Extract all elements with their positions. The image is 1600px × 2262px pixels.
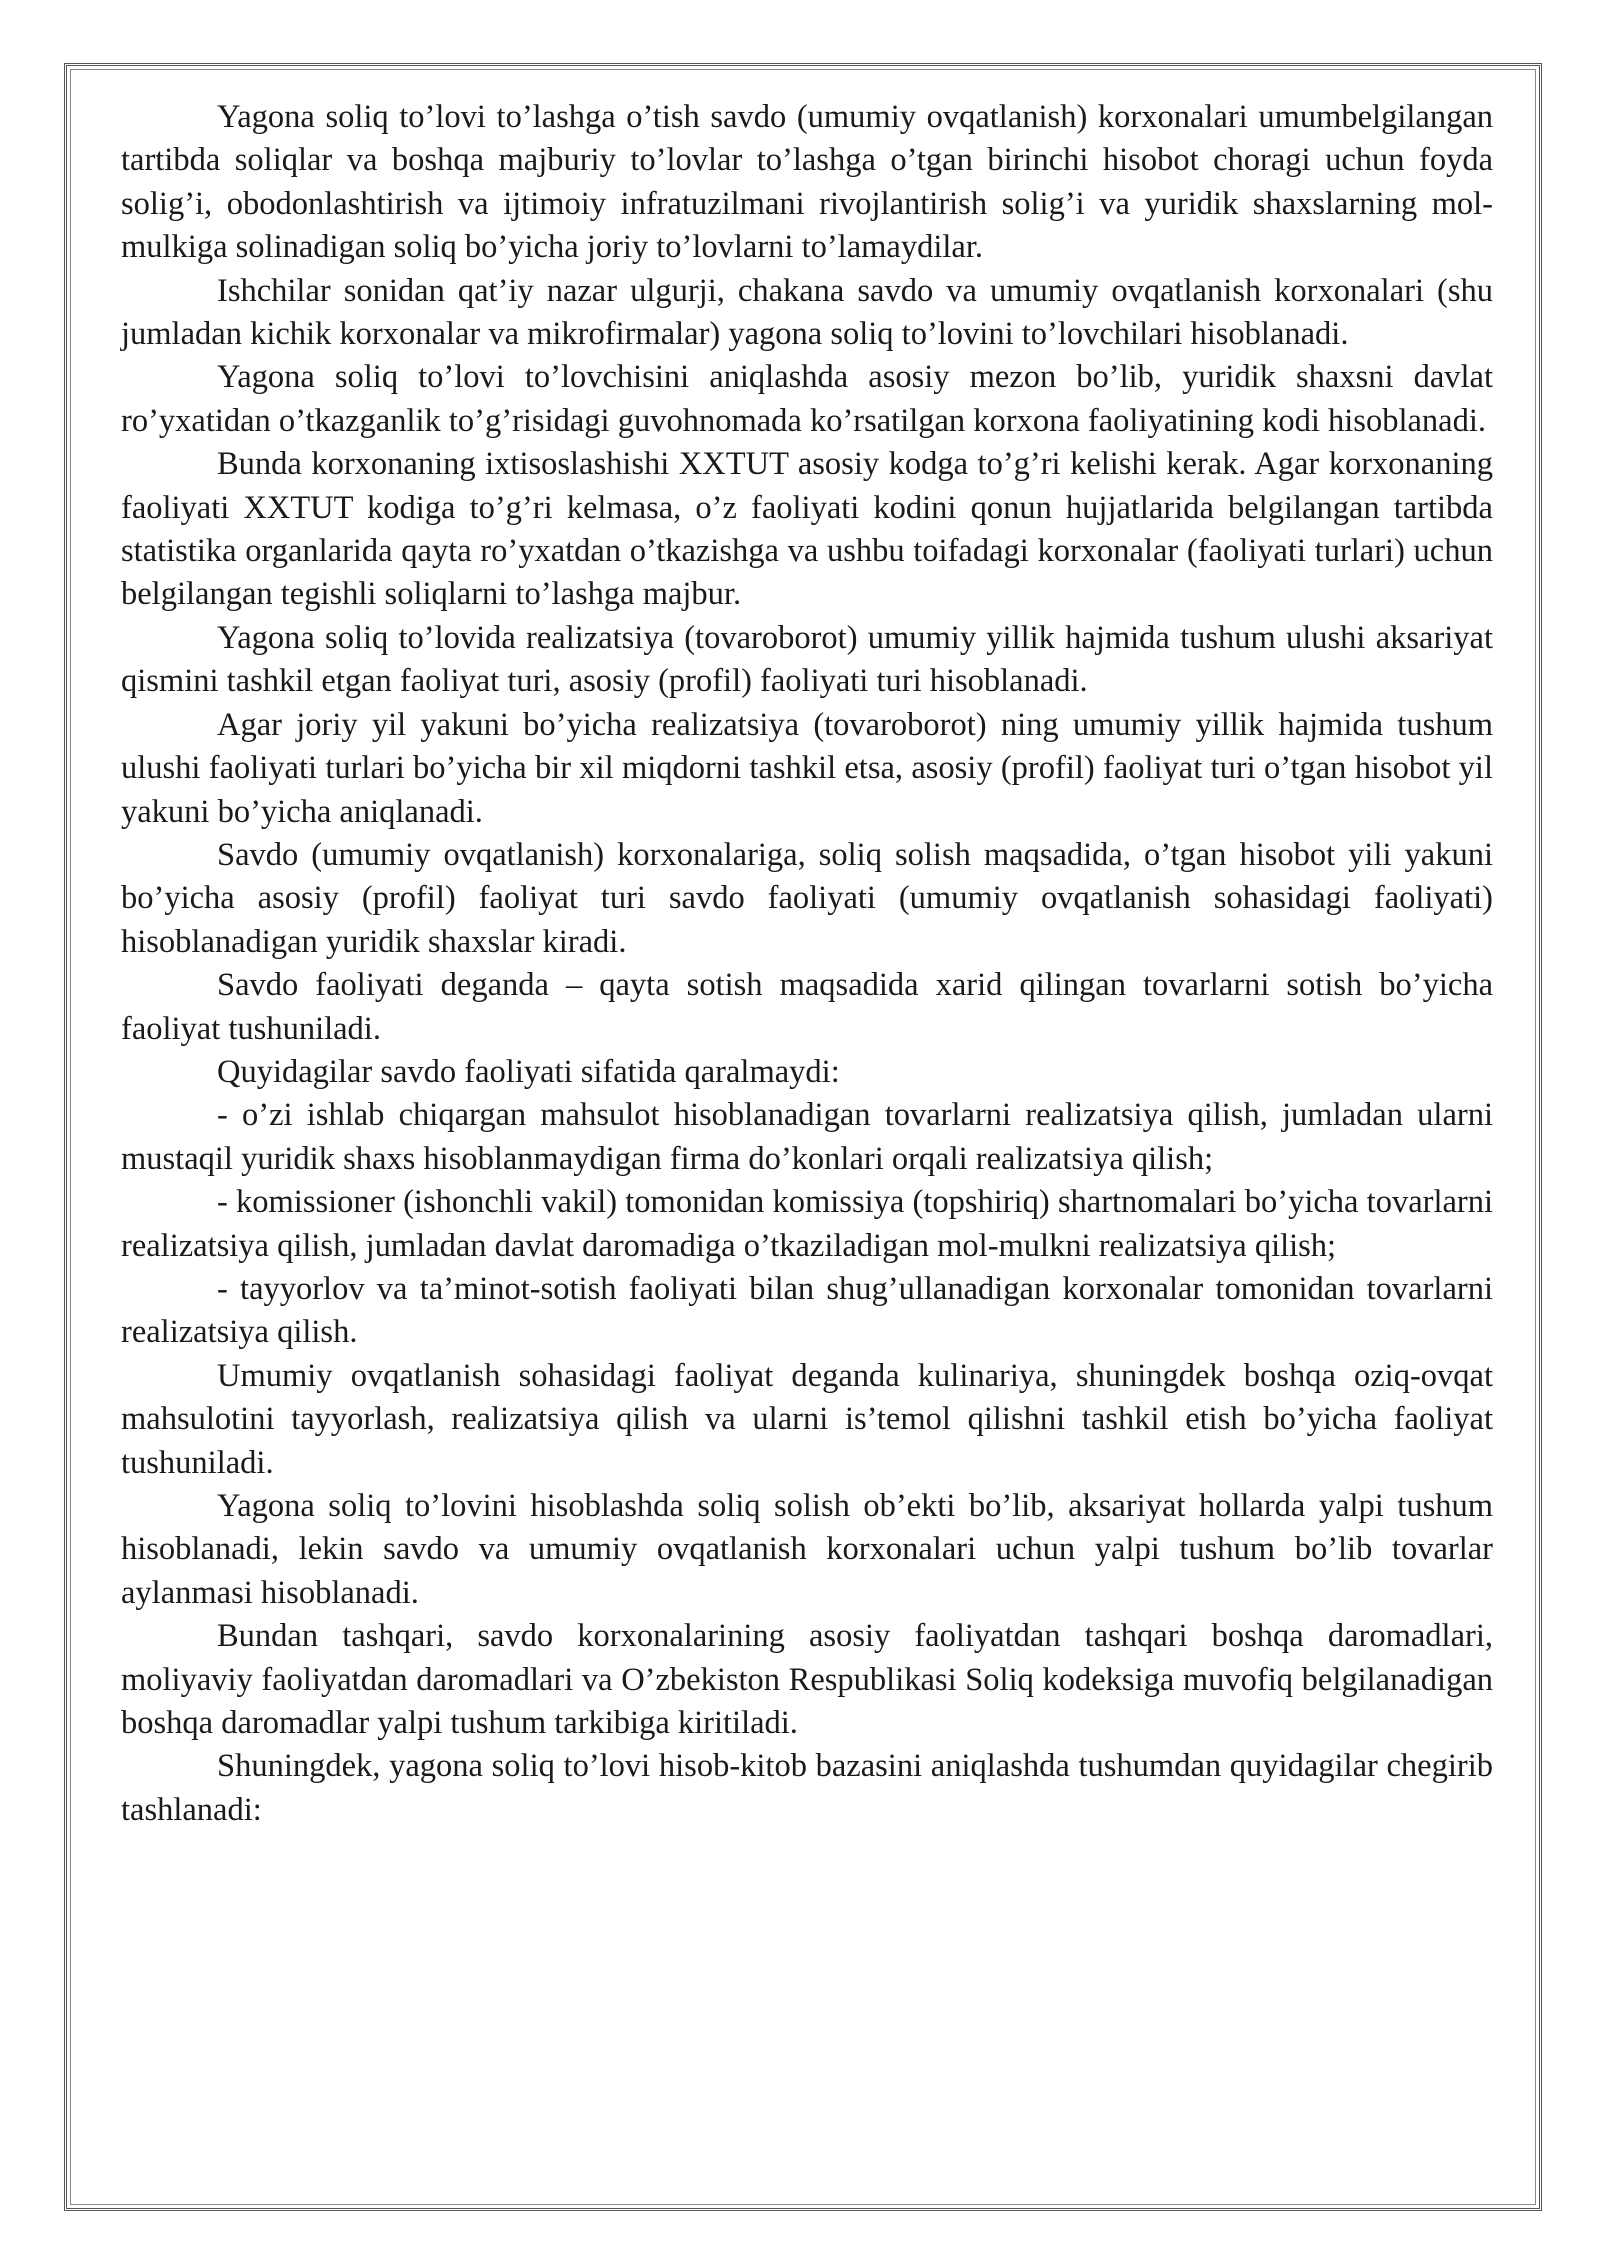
document-body bbox=[121, 96, 1493, 1832]
paragraph-4: Bunda korxonaning ixtisoslashishi XXTUT asosiy kodga to’g’ri kelishi kerak. Agar korxonaning faoliyati XXTUT kodiga to’g’ri kelmasa, o’z faoliyati kodini qonun hujjatlarida belgilangan tartibda statistika organlarida qayta ro’yxatdan o’tkazishga va ushbu toifadagi korxonalar (faoliyati turlari) uchun belgilangan tegishli soliqlarni to’lashga majbur. bbox=[121, 446, 1493, 613]
paragraph-12: Bundan tashqari, savdo korxonalarining asosiy faoliyatdan tashqari boshqa daromadlari, moliyaviy faoliyatdan daromadlari va O’zbekiston Respublikasi Soliq kodeksiga muvofiq belgilanadigan boshqa daromadlar yalpi tushum tarkibiga kiritiladi. bbox=[121, 1618, 1493, 1742]
paragraph-13: Shuningdek, yagona soliq to’lovi hisob-kitob bazasini aniqlashda tushumdan quyidagilar chegirib tashlanadi: bbox=[121, 1748, 1493, 1828]
paragraph-10: Umumiy ovqatlanish sohasidagi faoliyat deganda kulinariya, shuningdek boshqa oziq-ovqat mahsulotini tayyorlash, realizatsiya qilish va ularni is’temol qilishni tashkil etish bo’yicha faoliyat tushuniladi. bbox=[121, 1357, 1493, 1481]
paragraph-1: Yagona soliq to’lovi to’lashga o’tish savdo (umumiy ovqatlanish) korxonalari umumbelgilangan tartibda soliqlar va boshqa majburiy to’lovlar to’lashga o’tgan birinchi hisobot choragi uchun foyda solig’i, obodonlashtirish va ijtimoiy infratuzilmani rivojlantirish solig’i va yuridik shaxslarning mol-mulkiga solinadigan soliq bo’yicha joriy to’lovlarni to’lamaydilar. bbox=[121, 99, 1493, 266]
paragraph-2: Ishchilar sonidan qat’iy nazar ulgurji, chakana savdo va umumiy ovqatlanish korxonalari (shu jumladan kichik korxonalar va mikrofirmalar) yagona soliq to’lovini to’lovchilari hisoblanadi. bbox=[121, 272, 1493, 353]
list-item-3: - tayyorlov va ta’minot-sotish faoliyati bilan shug’ullanadigan korxonalar tomonidan tovarlarni realizatsiya qilish. bbox=[121, 1270, 1493, 1351]
paragraph-11: Yagona soliq to’lovini hisoblashda soliq solish ob’ekti bo’lib, aksariyat hollarda yalpi tushum hisoblanadi, lekin savdo va umumiy ovqatlanish korxonalari uchun yalpi tushum bo’lib tovarlar aylanmasi hisoblanadi. bbox=[121, 1488, 1493, 1611]
paragraph-6: Agar joriy yil yakuni bo’yicha realizatsiya (tovaroborot) ning umumiy yillik hajmida tushum ulushi faoliyati turlari bo’yicha bir xil miqdorni tashkil etsa, asosiy (profil) faoliyat turi o’tgan hisobot yil yakuni bo’yicha aniqlanadi. bbox=[121, 706, 1493, 830]
paragraph-9: Quyidagilar savdo faoliyati sifatida qaralmaydi: bbox=[217, 1053, 840, 1090]
list-item-2: - komissioner (ishonchli vakil) tomonidan komissiya (topshiriq) shartnomalari bo’yicha tovarlarni realizatsiya qilish, jumladan davlat daromadiga o’tkaziladigan mol-mulkni realizatsiya qilish; bbox=[121, 1184, 1493, 1264]
paragraph-7: Savdo (umumiy ovqatlanish) korxonalariga, soliq solish maqsadida, o’tgan hisobot yili yakuni bo’yicha asosiy (profil) faoliyat turi savdo faoliyati (umumiy ovqatlanish sohasidagi faoliyati) hisoblanadigan yuridik shaxslar kiradi. bbox=[121, 836, 1493, 960]
paragraph-3: Yagona soliq to’lovi to’lovchisini aniqlashda asosiy mezon bo’lib, yuridik shaxsni davlat ro’yxatidan o’tkazganlik to’g’risidagi guvohnomada ko’rsatilgan korxona faoliyatining kodi hisoblanadi. bbox=[121, 359, 1493, 439]
paragraph-5: Yagona soliq to’lovida realizatsiya (tovaroborot) umumiy yillik hajmida tushum ulushi aksariyat qismini tashkil etgan faoliyat turi, asosiy (profil) faoliyati turi hisoblanadi. bbox=[121, 619, 1493, 700]
paragraph-8: Savdo faoliyati deganda – qayta sotish maqsadida xarid qilingan tovarlarni sotish bo’yicha faoliyat tushuniladi. bbox=[121, 967, 1493, 1047]
list-item-1: - o’zi ishlab chiqargan mahsulot hisoblanadigan tovarlarni realizatsiya qilish, jumladan ularni mustaqil yuridik shaxs hisoblanmaydigan firma do’konlari orqali realizatsiya qilish; bbox=[121, 1097, 1493, 1177]
